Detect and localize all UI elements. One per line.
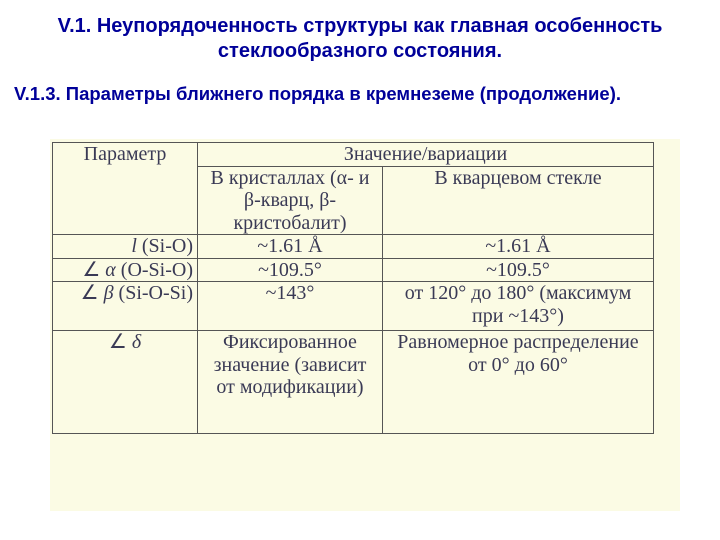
param-symbol: β — [103, 282, 114, 304]
header-param-cell — [53, 143, 198, 235]
table-row — [53, 331, 654, 434]
row-param-cell — [53, 331, 198, 434]
param-label: (O-Si-O) — [120, 258, 193, 281]
header-glass: В кварцевом стекле — [434, 166, 602, 189]
row-param-cell — [53, 282, 198, 331]
angle-symbol: ∠ — [80, 282, 99, 304]
table-row — [53, 258, 654, 282]
row-param-cell — [53, 258, 198, 282]
param-symbol: l — [131, 235, 137, 257]
parameters-table — [52, 142, 654, 434]
row-glass-value: ~1.61 Å — [485, 235, 551, 257]
row-crystal-cell — [198, 331, 383, 434]
row-crystal-cell — [198, 258, 383, 282]
param-label: (Si-O) — [141, 235, 193, 257]
row-glass-cell — [383, 258, 654, 282]
header-value: Значение/вариации — [343, 143, 508, 165]
table-row — [53, 235, 654, 259]
angle-symbol: ∠ — [108, 331, 127, 353]
param-label: (Si-O-Si) — [118, 282, 193, 304]
table-header-row — [53, 143, 654, 167]
slide-title-line-2: стеклообразного состояния. — [217, 40, 503, 62]
row-glass-cell — [383, 282, 654, 331]
angle-symbol: ∠ — [82, 258, 101, 281]
row-crystal-value: ~1.61 Å — [257, 235, 323, 257]
slide-title — [0, 14, 720, 64]
row-glass-value: Равномерное распределение от 0° до 60° — [397, 331, 639, 376]
row-crystal-value: ~143° — [265, 282, 315, 304]
header-crystal: В кристаллах (α- и β-кварц, β-кристобалит) — [210, 166, 370, 234]
row-crystal-value: ~109.5° — [258, 258, 322, 281]
row-crystal-cell — [198, 235, 383, 259]
table-row — [53, 282, 654, 331]
slide-title-line-1: V.1. Неупорядоченность структуры как главная особенность — [57, 15, 663, 37]
row-param-cell — [53, 235, 198, 259]
param-symbol: α — [105, 258, 116, 281]
param-symbol: δ — [131, 331, 142, 353]
header-glass-cell — [383, 166, 654, 235]
header-crystal-cell — [198, 166, 383, 235]
slide-subtitle: V.1.3. Параметры ближнего порядка в кремнеземе (продолжение). — [14, 83, 622, 104]
header-param: Параметр — [83, 143, 167, 165]
row-glass-value: от 120° до 180° (максимум при ~143°) — [404, 282, 632, 327]
row-glass-cell — [383, 235, 654, 259]
row-crystal-value: Фиксированное значение (зависит от модификации) — [213, 331, 367, 398]
row-glass-value: ~109.5° — [486, 258, 550, 281]
row-glass-cell — [383, 331, 654, 434]
row-crystal-cell — [198, 282, 383, 331]
header-value-cell — [198, 143, 654, 167]
